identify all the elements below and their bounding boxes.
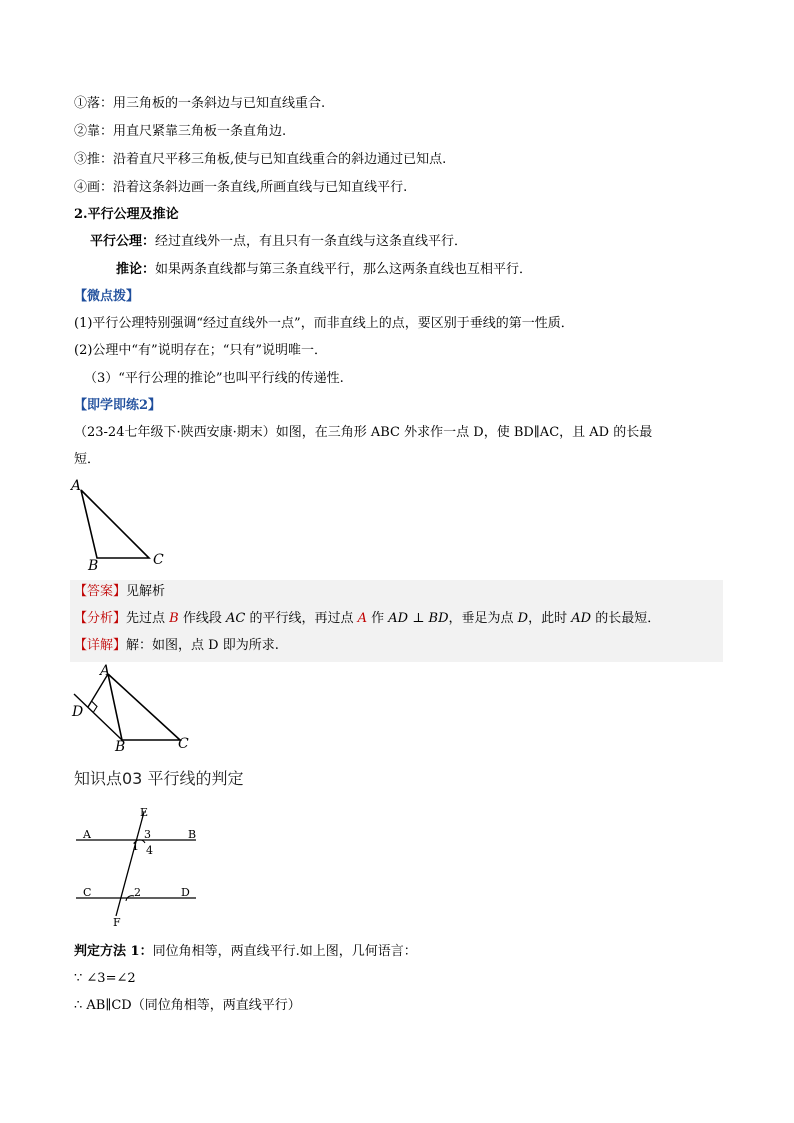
analysis-part: 的长最短．: [591, 611, 661, 626]
triangle-figure: [66, 474, 176, 572]
analysis-part: D: [517, 611, 529, 626]
axiom: [90, 233, 467, 251]
fig2-label-b: B: [115, 739, 126, 754]
answer-text: 见解析: [126, 584, 166, 599]
tip-2: (2)公理中“有”说明存在；“只有”说明唯一．: [74, 343, 327, 358]
tip-1: (1)平行公理特别强调“经过直线外一点”，而非直线上的点，要区别于垂线的第一性质．: [74, 316, 574, 331]
construction-figure: [66, 662, 196, 754]
corollary: [116, 261, 532, 279]
because-line: ∵ ∠3=∠2: [74, 971, 136, 986]
analysis-part: 作: [366, 611, 389, 626]
fig3-label-d: D: [181, 886, 190, 899]
axiom-text: 经过直线外一点，有且只有一条直线与这条直线平行．: [155, 234, 468, 249]
fig1-label-c: C: [153, 552, 164, 568]
detail-row: [74, 637, 279, 655]
answer-row: [74, 583, 165, 601]
fig3-angle-1: 1: [132, 840, 139, 853]
fig3-angle-4: 4: [146, 844, 153, 857]
detail-label: 【详解】: [74, 638, 127, 653]
tip-3: （3）“平行公理的推论”也叫平行线的传递性.: [84, 371, 344, 386]
parallel-lines-figure: [72, 800, 202, 930]
analysis-part: 的平行线，再过点: [245, 611, 358, 626]
answer-label: 【答案】: [74, 584, 127, 599]
fig3-label-e: E: [140, 806, 149, 819]
fig2-label-d: D: [72, 704, 84, 720]
analysis-part: AC: [225, 611, 246, 626]
step-2: ②靠：用直尺紧靠三角板一条直角边.: [74, 124, 287, 139]
therefore-line: ∴ AB∥CD（同位角相等，两直线平行）: [74, 998, 301, 1013]
analysis-part: AD ⊥ BD: [388, 611, 449, 626]
step-3: ③推：沿着直尺平移三角板,使与已知直线重合的斜边通过已知点.: [74, 152, 447, 167]
axiom-label: 平行公理：: [90, 234, 156, 249]
fig2-label-c: C: [178, 736, 189, 752]
corollary-label: 推论：: [116, 262, 156, 277]
fig3-label-a: A: [83, 828, 91, 841]
analysis-label: 【分析】: [74, 611, 127, 626]
method-row: [74, 943, 417, 961]
analysis-part: AD: [571, 611, 592, 626]
analysis-part: 作线段: [178, 611, 226, 626]
analysis-part: B: [169, 611, 179, 626]
fig2-label-a: A: [100, 663, 111, 679]
section-heading: 2.平行公理及推论: [74, 207, 179, 222]
exercise-line-2: 短．: [74, 452, 101, 467]
analysis-part: ，此时: [528, 611, 572, 626]
corollary-text: 如果两条直线都与第三条直线平行，那么这两条直线也互相平行．: [155, 262, 533, 277]
method-text: 同位角相等，两直线平行.如上图，几何语言：: [152, 944, 417, 959]
fig3-angle-2: 2: [134, 886, 141, 899]
knowledge-point-title: 知识点03 平行线的判定: [74, 769, 244, 788]
step-1: ①落：用三角板的一条斜边与已知直线重合.: [74, 96, 326, 111]
analysis-part: ，垂足为点: [448, 611, 518, 626]
fig1-label-a: A: [71, 478, 82, 494]
exercise-title: 【即学即练2】: [74, 398, 162, 413]
fig3-label-f: F: [113, 916, 121, 929]
analysis-row: [74, 610, 660, 628]
fig1-label-b: B: [88, 558, 99, 572]
method-label: 判定方法 1：: [74, 944, 153, 959]
detail-text: 解：如图，点 D 即为所求.: [126, 638, 279, 653]
analysis-part: 先过点: [126, 611, 170, 626]
fig3-label-b: B: [188, 828, 197, 841]
exercise-line-1: （23-24七年级下·陕西安康·期末）如图，在三角形 ABC 外求作一点 D，使 BD∥AC，且 AD 的长最: [74, 425, 653, 440]
step-4: ④画：沿着这条斜边画一条直线,所画直线与已知直线平行.: [74, 180, 408, 195]
fig3-angle-3: 3: [144, 828, 151, 841]
fig3-label-c: C: [83, 886, 92, 899]
analysis-part: A: [357, 611, 367, 626]
tips-title: 【微点拨】: [74, 289, 140, 304]
